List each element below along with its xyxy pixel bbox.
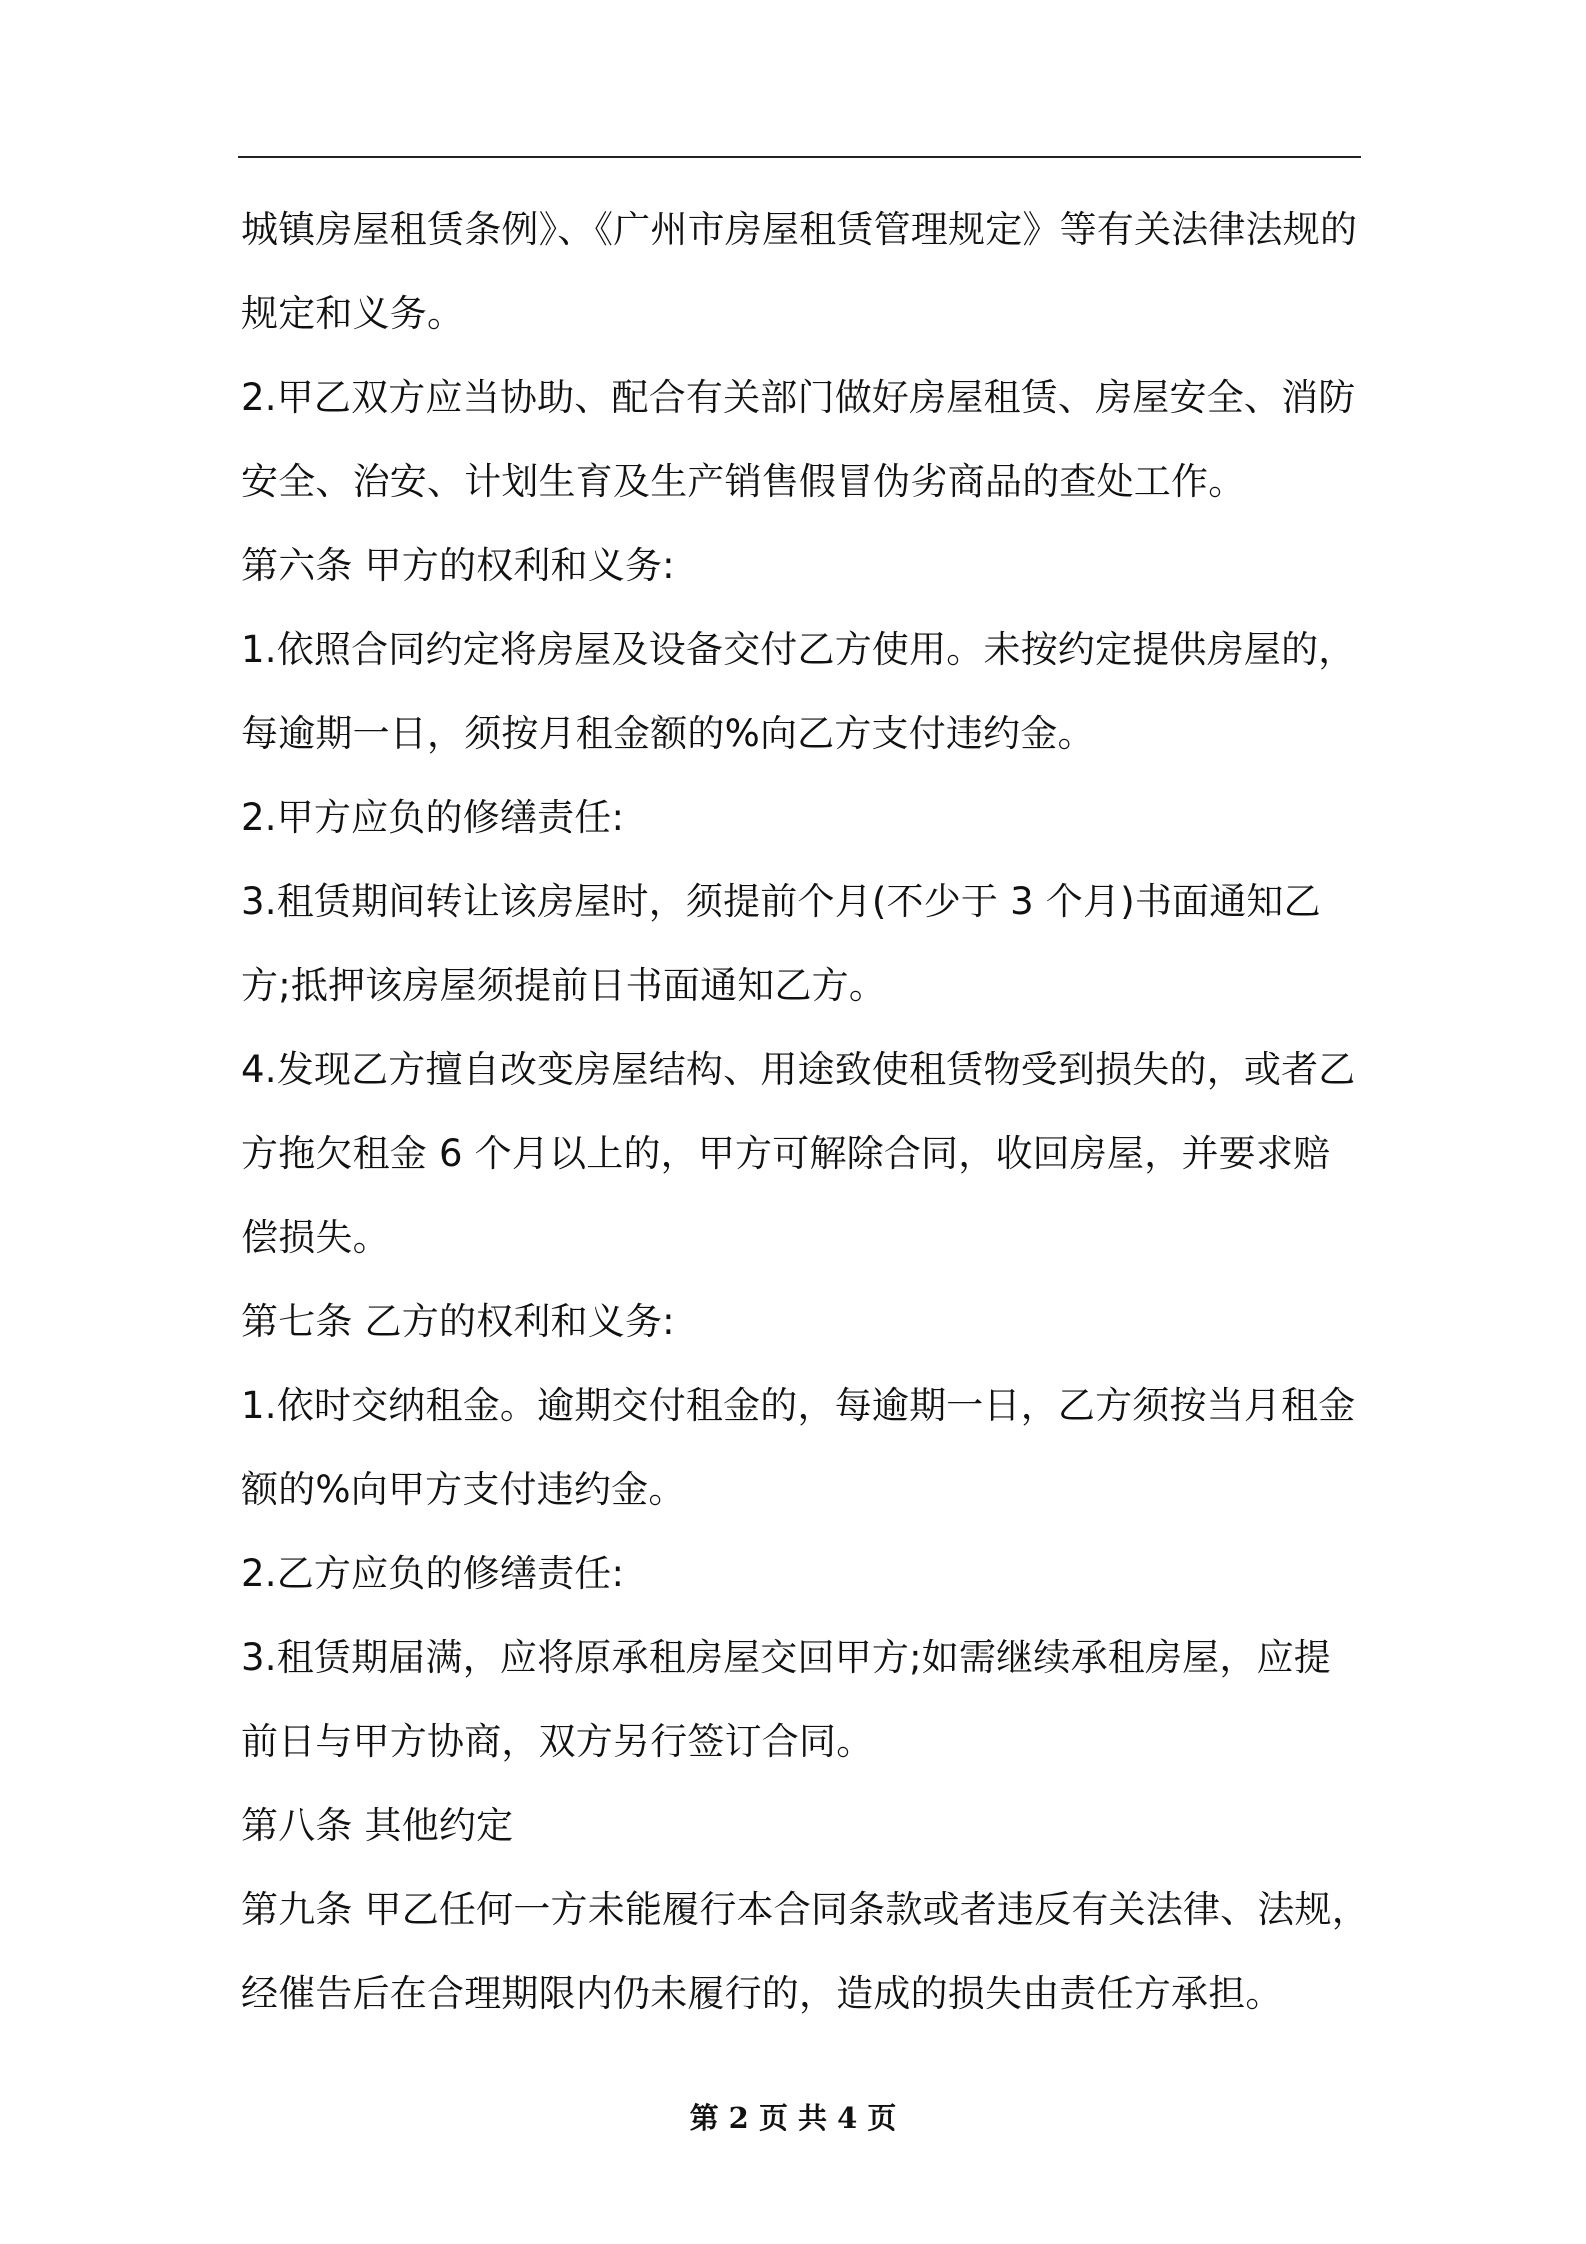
text-line: 3.租赁期届满，应将原承租房屋交回甲方;如需继续承租房屋，应提 (241, 1636, 1331, 1679)
text-line: 方;抵押该房屋须提前日书面通知乙方。 (241, 964, 887, 1007)
text-line: 2.乙方应负的修缮责任: (241, 1552, 625, 1595)
text-line: 前日与甲方协商，双方另行签订合同。 (241, 1720, 874, 1763)
body-text (241, 200, 1369, 2048)
text-line: 1.依时交纳租金。逾期交付租金的，每逾期一日，乙方须按当月租金 (241, 1384, 1356, 1427)
text-line: 4.发现乙方擅自改变房屋结构、用途致使租赁物受到损失的，或者乙 (241, 1048, 1356, 1091)
text-line: 3.租赁期间转让该房屋时，须提前个月(不少于 3 个月)书面通知乙 (241, 880, 1321, 923)
header-rule (238, 156, 1361, 158)
text-line: 每逾期一日，须按月租金额的%向乙方支付违约金。 (241, 712, 1095, 755)
section-heading: 第八条 其他约定 (241, 1804, 514, 1847)
text-line: 偿损失。 (241, 1216, 390, 1259)
text-line: 1.依照合同约定将房屋及设备交付乙方使用。未按约定提供房屋的， (241, 628, 1356, 671)
text-line: 2.甲乙双方应当协助、配合有关部门做好房屋租赁、房屋安全、消防 (241, 376, 1356, 419)
text-line: 经催告后在合理期限内仍未履行的，造成的损失由责任方承担。 (241, 1972, 1283, 2015)
text-line: 方拖欠租金 6 个月以上的，甲方可解除合同，收回房屋，并要求赔 (241, 1132, 1331, 1175)
text-line: 城镇房屋租赁条例》、《广州市房屋租赁管理规定》等有关法律法规的 (241, 208, 1358, 251)
text-line: 规定和义务。 (241, 292, 465, 335)
text-line: 2.甲方应负的修缮责任: (241, 796, 625, 839)
text-line: 安全、治安、计划生育及生产销售假冒伪劣商品的查处工作。 (241, 460, 1246, 503)
section-heading: 第七条 乙方的权利和义务: (241, 1300, 675, 1343)
text-line: 额的%向甲方支付违约金。 (241, 1468, 686, 1511)
section-heading: 第九条 甲乙任何一方未能履行本合同条款或者违反有关法律、法规， (241, 1888, 1369, 1931)
section-heading: 第六条 甲方的权利和义务: (241, 544, 675, 587)
page-number-footer: 第 2 页 共 4 页 (689, 2101, 897, 2135)
